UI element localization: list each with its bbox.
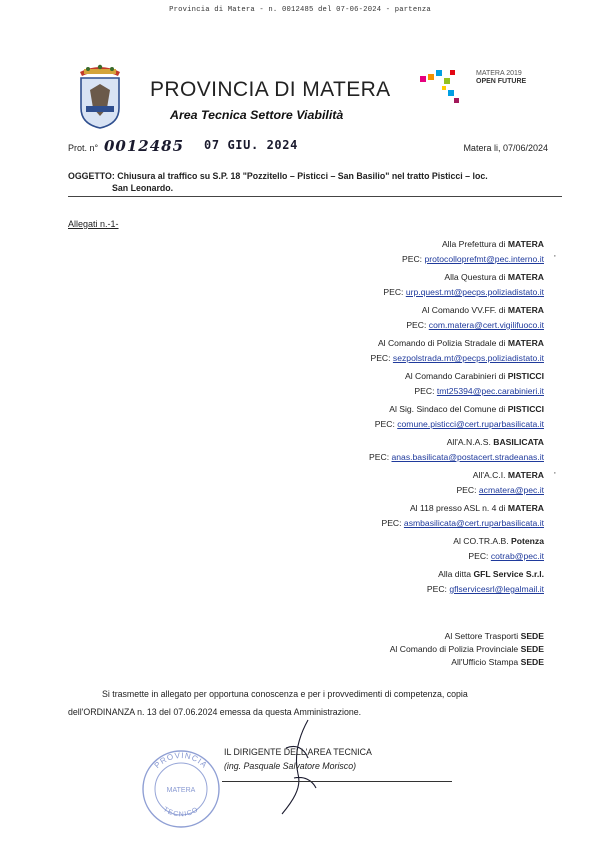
department-subtitle: Area Tecnica Settore Viabilità	[170, 108, 344, 122]
body-line: Si trasmette in allegato per opportuna conoscenza e per i provvedimenti di competenza, copia	[102, 689, 468, 699]
pec-label: PEC:	[383, 287, 406, 297]
official-seal-stamp	[140, 748, 222, 830]
pec-email-link[interactable]: urp.quest.mt@pecps.poliziadistato.it	[405, 287, 544, 297]
pec-label: PEC:	[406, 320, 429, 330]
pec-label: PEC:	[426, 584, 450, 594]
pec-label: PEC:	[374, 419, 398, 429]
recipient-item	[184, 533, 544, 564]
pec-email-link[interactable]: protocolloprefmt@pec.interno.it	[424, 254, 544, 264]
seal-top-text: PROVINCIA	[152, 750, 210, 771]
recipients-list	[184, 236, 544, 599]
recipient-name: Al 118 presso ASL n. 4 di	[409, 503, 508, 513]
recipient-city: MATERA	[507, 239, 544, 249]
recipient-name: All'A.C.I.	[472, 470, 508, 480]
recipient-item	[184, 500, 544, 531]
protocol-label: Prot. n°	[68, 143, 99, 153]
body-line: dell'ORDINANZA n. 13 del 07.06.2024 emessa da questa Amministrazione.	[68, 707, 362, 717]
recipient-city: MATERA	[507, 338, 544, 348]
recipient-name: Al Comando di Polizia Stradale di	[377, 338, 508, 348]
subject-label: OGGETTO:	[68, 171, 115, 181]
recipient-city: GFL Service S.r.l.	[473, 569, 544, 579]
recipient-name: Al Comando VV.FF. di	[421, 305, 508, 315]
internal-recipient: Al Settore Trasporti SEDE	[444, 631, 544, 641]
recipient-city: BASILICATA	[493, 437, 544, 447]
pec-label: PEC:	[381, 518, 404, 528]
check-mark: ,	[553, 466, 556, 475]
protocol-stamp: Provincia di Matera - n. 0012485 del 07-06-2024 - partenza	[169, 6, 431, 14]
recipient-city: MATERA	[507, 272, 544, 282]
internal-recipient: Al Comando di Polizia Provinciale SEDE	[389, 644, 544, 654]
protocol-row	[68, 139, 548, 159]
recipient-item	[184, 368, 544, 399]
seal-center-text: MATERA	[166, 787, 196, 794]
recipient-name: Alla Prefettura di	[441, 239, 508, 249]
recipient-name: Alla Questura di	[444, 272, 508, 282]
pec-email-link[interactable]: cotrab@pec.it	[490, 551, 544, 561]
recipient-city: MATERA	[507, 503, 544, 513]
signer-name: (ing. Pasquale Salvatore Morisco)	[224, 761, 357, 771]
protocol-date-stamp: 07 GIU. 2024	[204, 138, 298, 152]
pec-email-link[interactable]: tmt25394@pec.carabinieri.it	[436, 386, 544, 396]
svg-text:PROVINCIA	[153, 751, 210, 770]
recipient-item	[184, 236, 544, 267]
recipient-item	[184, 566, 544, 597]
internal-recipient: All'Ufficio Stampa SEDE	[451, 657, 544, 667]
pec-label: PEC:	[468, 551, 491, 561]
pec-email-link[interactable]: sezpolstrada.mt@pecps.poliziadistato.it	[392, 353, 544, 363]
recipient-city: MATERA	[507, 470, 544, 480]
recipient-city: MATERA	[507, 305, 544, 315]
pec-label: PEC:	[370, 353, 393, 363]
matera-2019-logo	[418, 66, 460, 108]
divider	[68, 196, 562, 197]
recipient-item	[184, 269, 544, 300]
recipient-name: Alla ditta	[438, 569, 474, 579]
page-title: PROVINCIA DI MATERA	[150, 78, 391, 101]
protocol-number: 0012485	[104, 137, 185, 155]
recipient-city: PISTICCI	[507, 404, 544, 414]
seal-bottom-text: TECNICO	[161, 806, 201, 819]
recipient-item	[184, 401, 544, 432]
subject-block	[68, 170, 548, 194]
pec-label: PEC:	[369, 452, 392, 462]
signature-line	[222, 781, 452, 782]
pec-email-link[interactable]: com.matera@cert.vigilifuoco.it	[428, 320, 544, 330]
check-mark: ,	[553, 249, 556, 258]
province-crest-logo	[74, 64, 126, 130]
signer-role: IL DIRIGENTE DELL'AREA TECNICA	[224, 747, 372, 757]
recipient-city: Potenza	[511, 536, 544, 546]
recipient-name: Al Comando Carabinieri di	[405, 371, 508, 381]
pec-email-link[interactable]: asmbasilicata@cert.ruparbasilicata.it	[403, 518, 544, 528]
subject-continuation: San Leonardo.	[112, 183, 174, 193]
recipient-name: Al CO.TR.A.B.	[453, 536, 512, 546]
signature-block	[224, 745, 372, 773]
body-paragraph	[68, 685, 550, 721]
pec-label: PEC:	[402, 254, 425, 264]
recipient-item	[184, 302, 544, 333]
recipient-item	[184, 434, 544, 465]
place-and-date: Matera li, 07/06/2024	[463, 143, 548, 153]
pec-email-link[interactable]: anas.basilicata@postacert.stradeanas.it	[391, 452, 544, 462]
pec-email-link[interactable]: gflservicesrl@legalmail.it	[449, 584, 544, 594]
pec-label: PEC:	[414, 386, 437, 396]
svg-text:TECNICO	[162, 806, 200, 818]
pec-email-link[interactable]: comune.pisticci@cert.ruparbasilicata.it	[397, 419, 544, 429]
pec-label: PEC:	[456, 485, 479, 495]
recipient-item	[184, 467, 544, 498]
matera-2019-text: MATERA 2019 OPEN FUTURE	[476, 70, 527, 85]
internal-recipients	[184, 630, 544, 669]
attachments-label: Allegati n.-1-	[68, 219, 119, 229]
subject-text: Chiusura al traffico su S.P. 18 "Pozzitello – Pisticci – San Basilio" nel tratto Pisticci – loc.	[117, 171, 488, 181]
pec-email-link[interactable]: acmatera@pec.it	[478, 485, 544, 495]
recipient-name: Al Sig. Sindaco del Comune di	[389, 404, 508, 414]
recipient-name: All'A.N.A.S.	[446, 437, 494, 447]
recipient-item	[184, 335, 544, 366]
recipient-city: PISTICCI	[507, 371, 544, 381]
